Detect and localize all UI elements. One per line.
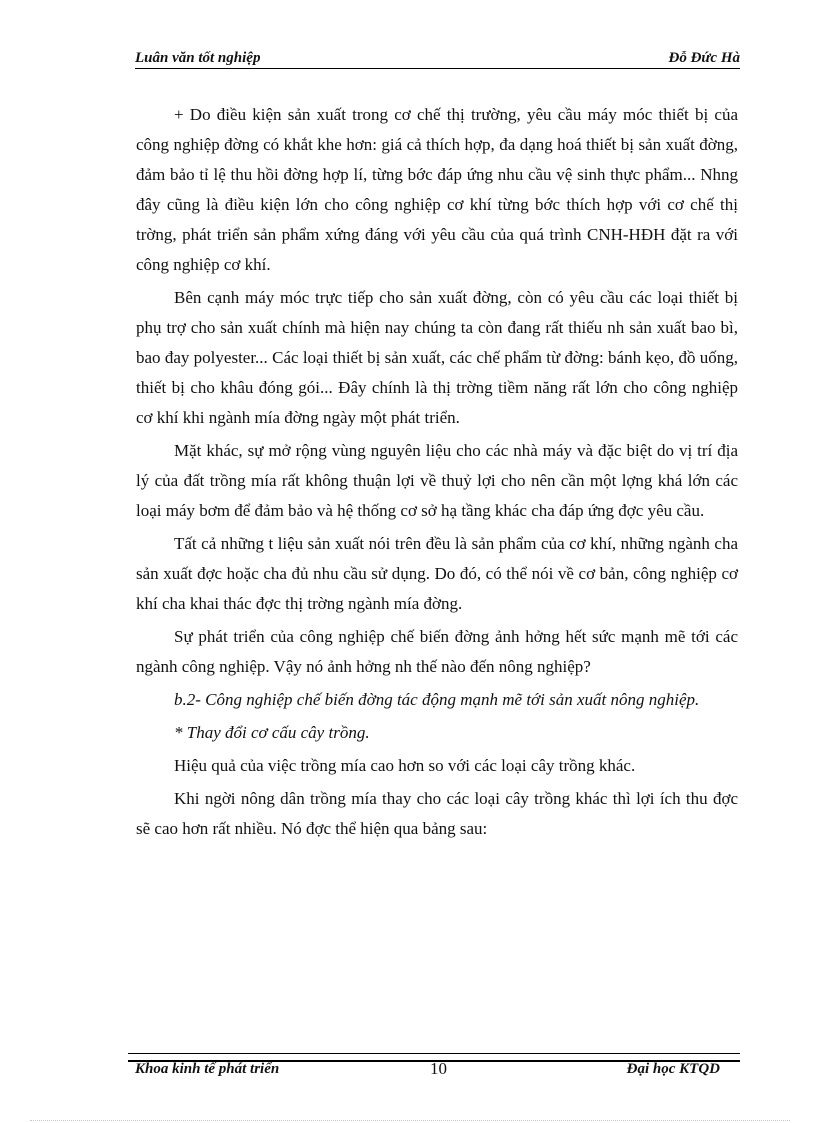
footer-university: Đại học KTQD xyxy=(626,1061,720,1077)
document-body xyxy=(136,100,738,847)
paragraph: Khi ngời nông dân trồng mía thay cho các loại cây trồng khác thì lợi ích thu đợc sẽ cao hơn rất nhiều. Nó đợc thể hiện qua bảng sau: xyxy=(136,789,738,838)
paragraph: Tất cả những t liệu sản xuất nói trên đều là sản phẩm của cơ khí, những ngành cha sản xuất đợc hoặc cha đủ nhu cầu sử dụng. Do đó, có thể nói về cơ bản, công nghiệp cơ khí cha khai thác đợc thị trờng ngành mía đờng. xyxy=(136,534,738,613)
paragraph: Bên cạnh máy móc trực tiếp cho sản xuất đờng, còn có yêu cầu các loại thiết bị phụ trợ cho sản xuất chính mà hiện nay chúng ta còn đang rất thiếu nh sản xuất bao bì, bao đay polyester... Các loại thiết bị sản xuất, các chế phẩm từ đờng: bánh kẹo, đồ uống, thiết bị cho khâu đóng gói... Đây chính là thị trờng tiềm năng rất lớn cho công nghiệp cơ khí khi ngành mía đờng ngày một phát triển. xyxy=(136,288,738,427)
paragraph: Hiệu quả của việc trồng mía cao hơn so với các loại cây trồng khác. xyxy=(174,756,636,775)
header-author-name: Đỗ Đức Hà xyxy=(668,50,740,66)
section-heading: b.2- Công nghiệp chế biến đờng tác động mạnh mẽ tới sản xuất nông nghiệp. xyxy=(174,690,700,709)
page-edge-divider xyxy=(30,1120,790,1121)
paragraph: Sự phát triển của công nghiệp chế biến đờng ảnh hởng hết sức mạnh mẽ tới các ngành công nghiệp. Vậy nó ảnh hởng nh thế nào đến nông nghiệp? xyxy=(136,627,738,676)
footer-faculty: Khoa kinh tế phát triển xyxy=(135,1061,280,1077)
subsection-heading: * Thay đổi cơ cấu cây trồng. xyxy=(174,723,370,742)
paragraph: Mặt khác, sự mở rộng vùng nguyên liệu cho các nhà máy và đặc biệt do vị trí địa lý của đất trồng mía rất không thuận lợi về thuỷ lợi cho nên cần một lợng khá lớn các loại máy bơm để đảm bảo và hệ thống cơ sở hạ tầng khác cha đáp ứng đợc yêu cầu. xyxy=(136,441,738,520)
page-number: 10 xyxy=(430,1059,447,1078)
page-footer xyxy=(135,1059,740,1081)
page-header xyxy=(135,50,740,70)
header-thesis-label: Luân văn tốt nghiệp xyxy=(135,50,261,66)
header-rule xyxy=(135,68,740,69)
paragraph: + Do điều kiện sản xuất trong cơ chế thị trường, yêu cầu máy móc thiết bị của công nghiệp đờng có khắt khe hơn: giá cả thích hợp, đa dạng hoá thiết bị sản xuất đờng, đảm bảo tỉ lệ thu hồi đờng hợp lí, từng bớc đáp ứng nhu cầu vệ sinh thực phẩm... Nhng đây cũng là điều kiện lớn cho công nghiệp cơ khí từng bớc thích hợp với cơ chế thị trờng, phát triển sản phẩm xứng đáng với yêu cầu của quá trình CNH-HĐH đặt ra với công nghiệp cơ khí. xyxy=(136,105,738,274)
